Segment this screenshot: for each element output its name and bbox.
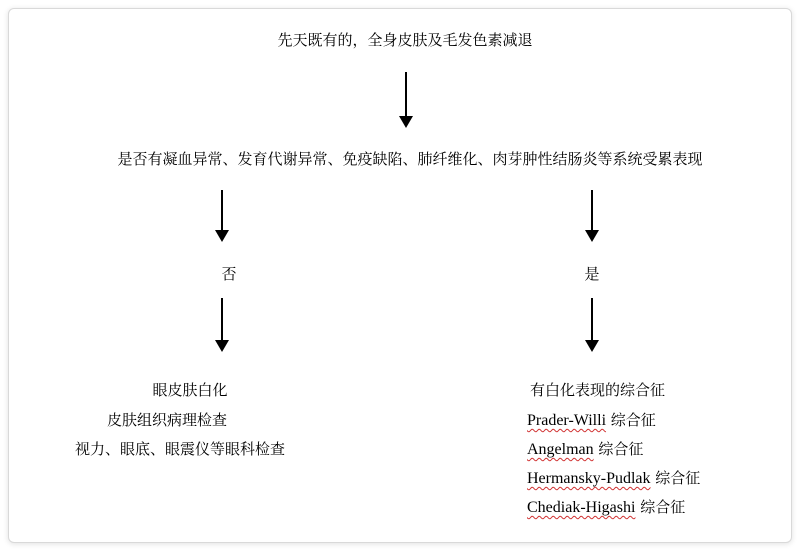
arrow-top-to-question: [399, 72, 413, 128]
arrow-yes-to-items: [585, 298, 599, 354]
question-node-text: 是否有凝血异常、发育代谢异常、免疫缺陷、肺纤维化、肉芽肿性结肠炎等系统受累表现: [117, 150, 703, 168]
syndrome-name: Angelman: [527, 441, 594, 458]
syndrome-prader-willi: [527, 410, 656, 431]
top-node-text: 先天既有的，全身皮肤及毛发色素减退: [277, 31, 533, 49]
arrow-question-to-no: [215, 190, 229, 244]
yes-heading: 有白化表现的综合征: [530, 381, 666, 399]
syndrome-name: Chediak-Higashi: [527, 499, 636, 516]
syndrome-angelman: [527, 439, 643, 460]
branch-yes-label: 是: [584, 265, 600, 283]
syndrome-suffix: 综合征: [635, 498, 686, 516]
no-item-eye-exam: 视力、眼底、眼震仪等眼科检查: [74, 440, 286, 458]
syndrome-name: Prader-Willi: [527, 412, 607, 429]
syndrome-hermansky-pudlak: [527, 468, 700, 489]
arrow-no-to-items: [215, 298, 229, 354]
syndrome-suffix: 综合征: [593, 440, 644, 458]
syndrome-chediak-higashi: [527, 497, 685, 518]
syndrome-suffix: 综合征: [650, 469, 701, 487]
branch-no-label: 否: [221, 265, 237, 283]
no-item-oca: 眼皮肤白化: [152, 381, 228, 399]
syndrome-name: Hermansky-Pudlak: [527, 470, 651, 487]
arrow-question-to-yes: [585, 190, 599, 244]
no-item-pathology: 皮肤组织病理检查: [106, 411, 228, 429]
syndrome-suffix: 综合征: [606, 411, 656, 429]
